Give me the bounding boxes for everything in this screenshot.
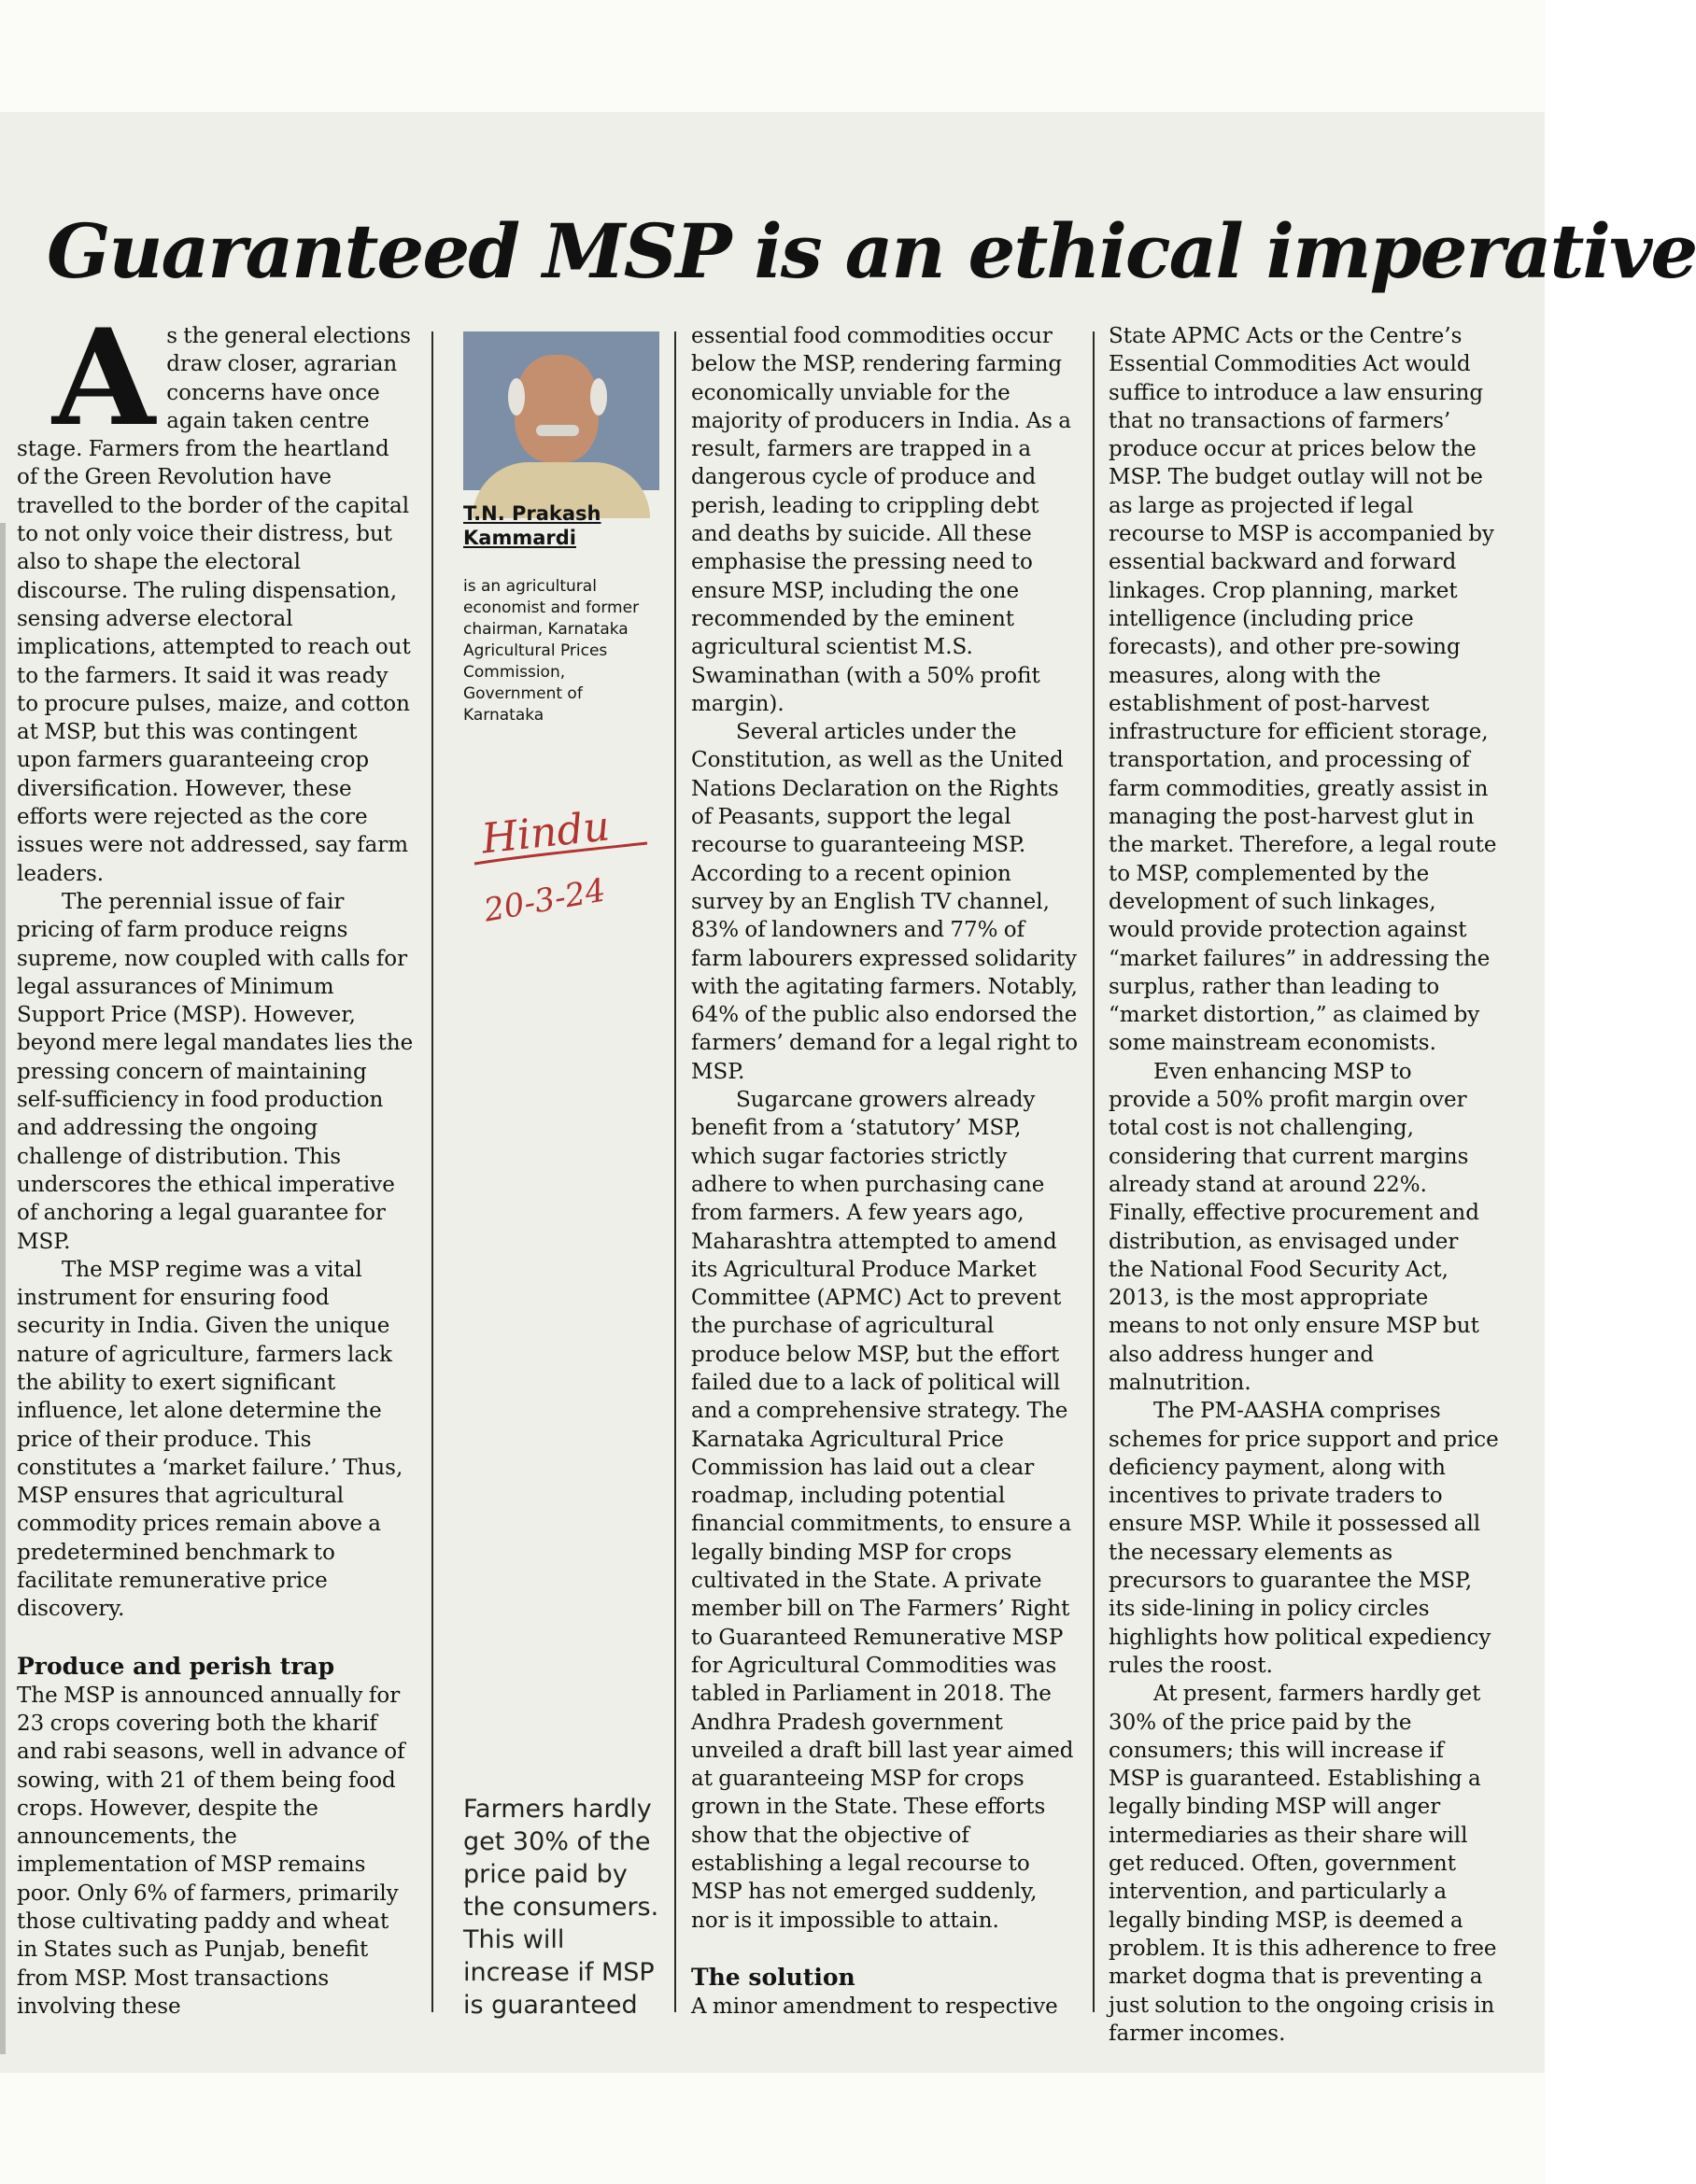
column-rule	[431, 331, 433, 2012]
headline: Guaranteed MSP is an ethical imperative	[47, 206, 1696, 295]
photo-face	[515, 355, 599, 462]
author-photo	[463, 331, 659, 490]
handwritten-date: 20-3-24	[481, 871, 609, 930]
lead-text: s the general elections draw closer, agrarian concerns have once again taken centre stage. Farmers from the heartland of the Green Revolution have travelled to the border of the capital to not only voice their distress, but also to shape the electoral discourse. The ruling dispensation, sensing adverse electoral implications, attempted to reach out to the farmers. It said it was ready to procure pulses, maize, and cotton at MSP, but this was contingent upon farmers guaranteeing crop diversification. However, these efforts were rejected as the core issues were not addressed, say farm leaders.	[17, 324, 411, 886]
subheading-produce-perish: Produce and perish trap	[17, 1652, 335, 1680]
photo-moustache	[536, 425, 579, 436]
author-panel	[456, 331, 665, 2020]
paper-edge-shadow	[0, 523, 6, 2054]
handwritten-note	[465, 798, 661, 929]
paragraph: essential food commodities occur below the MSP, rendering farming economically unviable for the majority of producers in India. As a result, farmers are trapped in a dangerous cycle of produce and perish, leading to crippling debt and deaths by suicide. All these emphasise the pressing need to ensure MSP, including the one recommended by the eminent agricultural scientist M.S. Swaminathan (with a 50% profit margin).	[691, 324, 1072, 716]
article-column-4	[1109, 322, 1499, 2046]
column-rule	[1093, 331, 1095, 2012]
paragraph: At present, farmers hardly get 30% of the price paid by the consumers; this will increase if MSP is guaranteed. Establishing a legally binding MSP will anger intermediaries as their share will get reduced. Often, government intervention, and particularly a legally binding MSP, is deemed a problem. It is this adherence to free market dogma that is preventing a just solution to the ongoing crisis in farmer incomes.	[1109, 1682, 1497, 2046]
paragraph: The MSP regime was a vital instrument for ensuring food security in India. Given the unique nature of agriculture, farmers lack the ability to exert significant influence, let alone determine the price of their produce. This constitutes a ‘market failure.’ Thus, MSP ensures that agricultural commodity prices remain above a predetermined benchmark to facilitate remunerative price discovery.	[17, 1257, 403, 1622]
handwritten-word: Hindu	[479, 802, 613, 864]
paragraph: Sugarcane growers already benefit from a ‘statutory’ MSP, which sugar factories strictly adhere to when purchasing cane from farmers. A few years ago, Maharashtra attempted to amend its Agricultural Produce Market Committee (APMC) Act to prevent the purchase of agricultural produce below MSP, but the effort failed due to a lack of political will and a comprehensive strategy. The Karnataka Agricultural Price Commission has laid out a clear roadmap, including potential financial commitments, to ensure a legally binding MSP for crops cultivated in the State. A private member bill on The Farmers’ Right to Guaranteed Remunerative MSP for Agricultural Commodities was tabled in Parliament in 2018. The Andhra Pradesh government unveiled a draft bill last year aimed at guaranteeing MSP for crops grown in the State. These efforts show that the objective of establishing a legal recourse to MSP has not emerged suddenly, nor is it impossible to attain.	[691, 1088, 1074, 1933]
author-bio: is an agricultural economist and former chairman, Karnataka Agricultural Prices Commission, Government of Karnataka	[463, 577, 640, 725]
paragraph: State APMC Acts or the Centre’s Essential Commodities Act would suffice to introduce a law ensuring that no transactions of farmers’ produce occur at prices below the MSP. The budget outlay will not be as large as projected if legal recourse to MSP is accompanied by essential backward and forward linkages. Crop planning, market intelligence (including price forecasts), and other pre-sowing measures, along with the establishment of post-harvest infrastructure for efficient storage, transportation, and processing of farm commodities, greatly assist in managing the post-harvest glut in the market. Therefore, a legal route to MSP, complemented by the development of such linkages, would provide protection against “market failures” in addressing the surplus, rather than leading to “market distortion,” as claimed by some mainstream economists.	[1109, 324, 1497, 1056]
paragraph: The perennial issue of fair pricing of farm produce reigns supreme, now coupled with calls for legal assurances of Minimum Support Price (MSP). However, beyond mere legal mandates lies the pressing concern of maintaining self-sufficiency in food production and addressing the ongoing challenge of distribution. This underscores the ethical imperative of anchoring a legal guarantee for MSP.	[17, 889, 414, 1254]
author-name: T.N. Prakash Kammardi	[463, 502, 601, 549]
paragraph: The MSP is announced annually for 23 crops covering both the kharif and rabi seasons, well in advance of sowing, with 21 of them being food crops. However, despite the announcements, the implementation of MSP remains poor. Only 6% of farmers, primarily those cultivating paddy and wheat in States such as Punjab, benefit from MSP. Most transactions involving these	[17, 1683, 405, 2019]
subheading-solution: The solution	[691, 1963, 855, 1991]
lead-paragraph	[17, 301, 414, 888]
photo-hair-right	[590, 378, 607, 416]
article-column-1	[17, 301, 414, 2022]
photo-hair-left	[508, 378, 525, 416]
paragraph: The PM-AASHA comprises schemes for price support and price deficiency payment, along with incentives to private traders to ensure MSP. While it possessed all the necessary elements as precursors to guarantee the MSP, its side-lining in policy circles highlights how political expediency rules the roost.	[1109, 1399, 1499, 1678]
pull-quote: Farmers hardly get 30% of the price paid by the consumers. This will increase if MSP is guaranteed	[463, 1795, 659, 2020]
column-rule	[674, 331, 676, 2012]
paragraph: Several articles under the Constitution, as well as the United Nations Declaration on the Rights of Peasants, support the legal recourse to guaranteeing MSP. According to a recent opinion survey by an English TV channel, 83% of landowners and 77% of farm labourers expressed solidarity with the agitating farmers. Notably, 64% of the public also endorsed the farmers’ demand for a legal right to MSP.	[691, 720, 1079, 1084]
paragraph: Even enhancing MSP to provide a 50% profit margin over total cost is not challenging, considering that current margins already stand at around 22%. Finally, effective procurement and distribution, as envisaged under the National Food Security Act, 2013, is the most appropriate means to not only ensure MSP but also address hunger and malnutrition.	[1109, 1059, 1479, 1395]
drop-cap: A	[52, 301, 156, 456]
paragraph: A minor amendment to respective	[691, 1994, 1058, 2019]
article-column-3	[691, 322, 1079, 2022]
